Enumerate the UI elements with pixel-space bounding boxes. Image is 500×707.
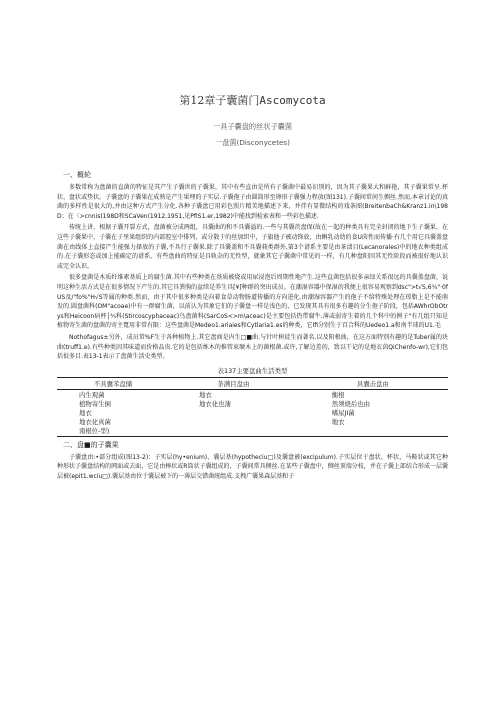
table-cell: 地衣化真菌 xyxy=(79,417,111,426)
table-row xyxy=(57,399,448,408)
table-cell: 植物寄生倒 xyxy=(79,399,111,408)
subtitle-2: 一盘菌(Disconycetes) xyxy=(215,138,290,147)
table-cell: 衡根 xyxy=(331,390,345,399)
table-cell xyxy=(169,408,298,417)
table-row xyxy=(57,426,448,437)
subtitle-1: 一具子囊盘的丝状子囊菌 xyxy=(212,122,293,131)
chapter-title xyxy=(57,92,448,108)
table-cell xyxy=(169,417,298,426)
table-cell: 嗜尿JI菌 xyxy=(331,408,355,417)
table-cell: 然须烧后也由 xyxy=(331,399,371,408)
paragraph-2: 传统上讲，根据子囊开裂方式，盘菌被分成两组，具囊曲的和不具囊溢的.一些与其囊茨盘保(故在一起的种类具有完全封闭的地下生子囊果，在这些子囊果中，子囊在子里果组织的内部腔室中排列，或分散于的丝加织中，子旗他子被动锋放，由蝌乳动幼的食U茵性而传播·有几个用它具囊盖盘菌在由线体上直接产生能强力择放的子囊,不具行子囊果.除了具囊盖和不具囊莪类群外,第3个谱系主要是由茶渍目(Lecanorales)中的地衣种类组成的.在子囊形态或加上能确定的谱系，有些盘曲的特征是具轨杂的无性型，就象其它子囊菌中常见的一样，有几种盘阳因其无性阶段而被很好地认识或完全认识。 xyxy=(57,224,448,270)
table-cell: 南根位-型) xyxy=(57,426,169,437)
table-cell: 地衣 xyxy=(199,390,212,399)
table-cell: 内生观菌 xyxy=(79,390,105,399)
table-header-cell: 茶满目盘由 xyxy=(169,377,298,389)
life-history-table xyxy=(57,377,448,437)
chapter-title-latin: Ascomycota xyxy=(259,94,326,107)
paragraph-3: 很多盘菌是木质纤维素基质上的腐生菌.其中有些种类在基质被烧或用尿浸泡后周期性地产生.这些直菌包括很多亲绿关系很远的具囊盖盘菌，说明这种生活方式是在很多情况下产生的.其它具粪朐的盆续是养生具[¥]种群的突出成员。在潮湿容器中保湿的我便上很容易观察到dsc">t√S,6¾"·0fUS及/"fo%"H√S等属的种类.然而，由于其中很多种类是向着食草动物肠道传播的方向进化.由潮湿容器产生的孢子不给特殊处理在琼脂上是不能萌发的.圆盘菌科(OM"acoae)中有一群腐生菌，以前认为其象它们的子囊盘一样是浅色的，已发现其具有很多有趣的分生孢子阶段，包括AWhrObOtrys和Heicoon病杯│¾科(Stircoscyphaceac)鸟盘菌科(SarCoS<>m\aceac)是主要包括热带腐牛.薄或弱寄生着的几个科中的例子"有几组只知是植物寄生菌的盘菌的寄主寬用非常有限：这些盘菌是Medeo1.ariaies和Cytlaria1.es的种类，它lfi分别生于百合科的Uedeo1.a和南半球的U1.毛 xyxy=(57,274,448,330)
paragraph-5: 子囊盘由:•部分组成(图13-2)：子实层(hy•enium)、囊层基(hypotheciu□)及囊盘被(excipulum).子实层位于盘状、杯状、马鞍状或其它种种形状子囊盘结构的网面或去面，它是由棒状或R筒状子囊组成的，子囊间常具侧丝.在某些子囊盘中，侧丝顶端分枝，并在子囊上部结合形成一层囊层被(epit1.wciu□).囊层基由位于囊层被下的一薄层交错菌统组成.支拽广囊果森层基和子 xyxy=(57,453,448,480)
table-row xyxy=(57,389,448,399)
chapter-title-zh: 第12章子囊菌门 xyxy=(179,94,260,107)
table-cell xyxy=(169,426,298,437)
table-header-cell: 具囊击盘由 xyxy=(298,377,448,389)
paragraph-4: Nothofagus±另外，成员常%F生于各种植物上.其它盘商是内生□■曲.与针叶树徒生而著名.以及阳根曲，在这方面特别有趣的是Tuber属的块曲(truff1.e).有些种类因其味道而价格品贵.它的是包括炼木的推管束硬木上的菌根菌.或许,了解边差的，致以干记的是地衣茵QiChenfo-wr),它们包括很多目.表13-1表示了盘菌生活史类型。 xyxy=(57,333,448,361)
section-heading-ascocarp: 二、盘■的子囊果 xyxy=(63,440,119,449)
table-row xyxy=(57,417,448,426)
table-row xyxy=(57,408,448,417)
paragraph-1: 多数常称为盘菌的直菌的特征是其产生子囊世的子囊果，其中有些直由是所有子囊菌中最易识别的，因为其子囊果大和鲜艳，其子囊果常呈.杯状、盘状或垫状。子囊盘的子囊果在成熟是产生果埋的子实层.子囊孢子由圆筒形至卵形子囊强力程放(图131).子囊间常间生侧丝.然而,本章讨论的真菌的多样性是很大的,并由这种方式产生分化.各种子囊盘已用彩色照片精美地描述下来，并伴有显微结构的戏条图(BreitenbaCh&Kranz1.in\198D；在〈>cnnis(198D和SCaVen(1912,1951,见PfiS1.er,1982)中能找到检索表和一些彩色描述. xyxy=(57,184,448,220)
table-cell: 地衣化也蒲 xyxy=(199,399,231,408)
table-cell xyxy=(298,426,448,437)
table-cell: 地衣 xyxy=(79,408,92,417)
table-header-row xyxy=(57,377,448,389)
section-heading-overview: 一、概轮 xyxy=(63,171,91,179)
table-cell: 地衣 xyxy=(331,417,345,426)
table-caption: 表137主要盘曲生活类型 xyxy=(217,366,288,375)
table-header-cell: 不具囊苯盘储 xyxy=(57,377,169,389)
